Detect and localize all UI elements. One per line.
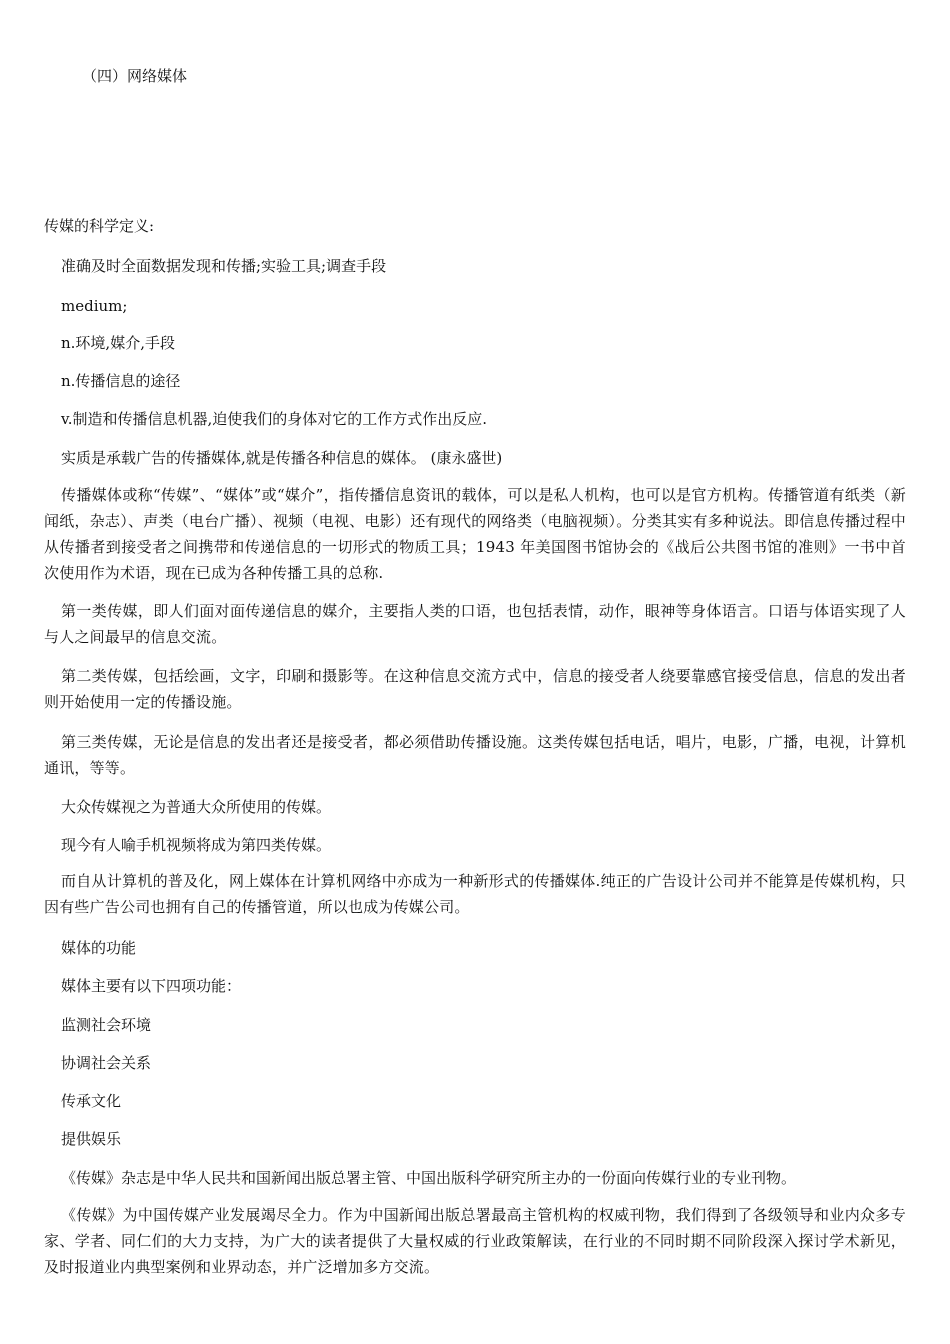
definition-line: 准确及时全面数据发现和传播;实验工具;调查手段 (61, 257, 387, 275)
body-line: 大众传媒视之为普通大众所使用的传媒。 (61, 798, 332, 816)
function-item: 监测社会环境 (61, 1016, 152, 1034)
function-intro: 媒体主要有以下四项功能： (61, 977, 242, 995)
definition-line: 实质是承载广告的传播媒体,就是传播各种信息的媒体。 (康永盛世) (61, 449, 503, 467)
body-paragraph: 而自从计算机的普及化，网上媒体在计算机网络中亦成为一种新形式的传播媒体.纯正的广告设计公司并不能算是传媒机构，只因有些广告公司也拥有自己的传播管道，所以也成为传媒公司。 (44, 872, 906, 916)
function-heading: 媒体的功能 (61, 939, 137, 957)
definition-line: medium; (61, 297, 128, 315)
body-paragraph: 第一类传媒，即人们面对面传递信息的媒介，主要指人类的口语，也包括表情，动作，眼神等身体语言。口语与体语实现了人与人之间最早的信息交流。 (44, 602, 906, 646)
definition-line: n.环境,媒介,手段 (61, 334, 175, 352)
body-line: 现今有人喻手机视频将成为第四类传媒。 (61, 836, 332, 854)
function-item: 提供娱乐 (61, 1130, 122, 1148)
section-heading: （四）网络媒体 (82, 67, 188, 85)
definition-line: v.制造和传播信息机器,迫使我们的身体对它的工作方式作出反应. (61, 410, 488, 428)
function-item: 传承文化 (61, 1092, 122, 1110)
function-item: 协调社会关系 (61, 1054, 152, 1072)
definition-title: 传媒的科学定义: (44, 217, 155, 235)
body-paragraph: 第三类传媒，无论是信息的发出者还是接受者，都必须借助传播设施。这类传媒包括电话，唱片，电影，广播，电视，计算机通讯，等等。 (44, 733, 906, 777)
definition-line: n.传播信息的途径 (61, 372, 181, 390)
body-paragraph: 《传媒》为中国传媒产业发展竭尽全力。作为中国新闻出版总署最高主管机构的权威刊物，我们得到了各级领导和业内众多专家、学者、同仁们的大力支持，为广大的读者提供了大量权威的行业政策解读，在行业的不同时期不同阶段深入探讨学术新见，及时报道业内典型案例和业界动态，并广泛增加多方交流。 (44, 1206, 906, 1276)
body-line: 《传媒》杂志是中华人民共和国新闻出版总署主管、中国出版科学研究所主办的一份面向传媒行业的专业刊物。 (61, 1169, 797, 1187)
body-paragraph: 传播媒体或称“传媒”、“媒体”或“媒介”，指传播信息资讯的载体，可以是私人机构，也可以是官方机构。传播管道有纸类（新闻纸，杂志）、声类（电台广播）、视频（电视、电影）还有现代的网络类（电脑视频）。分类其实有多种说法。即信息传播过程中从传播者到接受者之间携带和传递信息的一切形式的物质工具；1943 年美国图书馆协会的《战后公共图书馆的准则》一书中首次使用作为术语，现在已成为各种传播工具的总称. (44, 486, 906, 582)
body-paragraph: 第二类传媒，包括绘画，文字，印刷和摄影等。在这种信息交流方式中，信息的接受者人绕要靠感官接受信息，信息的发出者则开始使用一定的传播设施。 (44, 667, 906, 711)
